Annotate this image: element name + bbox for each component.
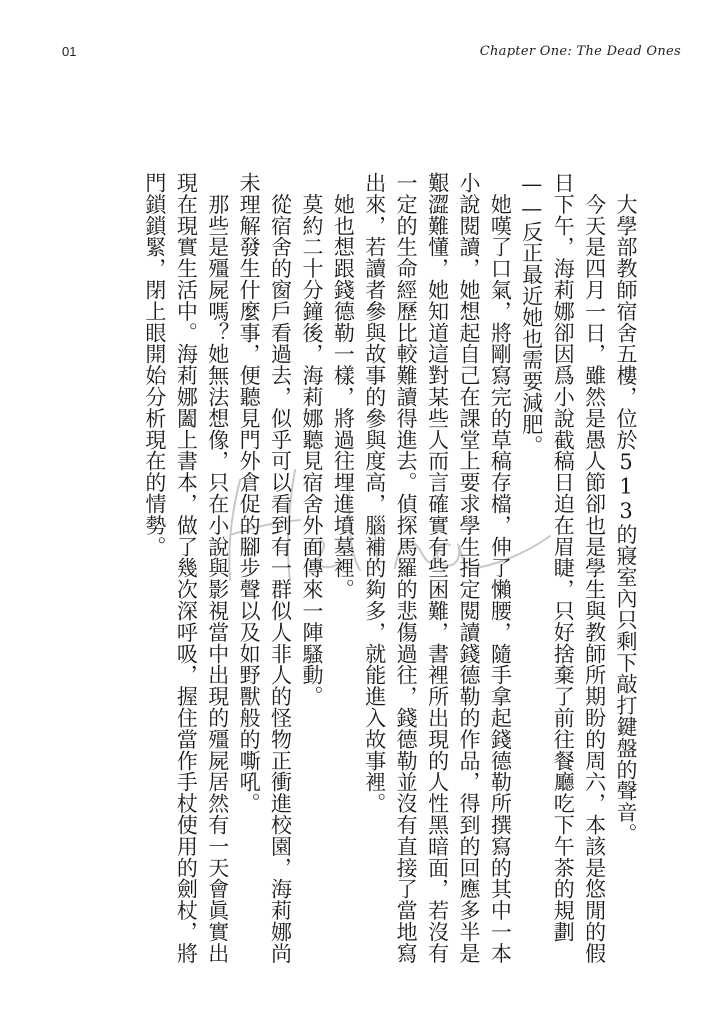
paragraph: 莫約二十分鐘後，海莉娜聽見宿舍外面傳來一陣騷動。 <box>299 172 324 707</box>
article-body <box>81 172 641 972</box>
chapter-title: Chapter One: The Dead Ones <box>479 44 681 59</box>
page-number: 01 <box>62 44 77 59</box>
paragraph: 她嘆了口氣，將剛寫完的草稿存檔，伸了懶腰，隨手拿起錢德勒所撰寫的其中一本小說閱讀，她想起自己在課堂上要求學生指定閱讀錢德勒的作品，得到的回應多半是艱澀難懂，她知道這對某些人而言確實有些困難，書裡所出現的人性黑暗面，若沒有一定的生命經歷比較難讀得進去。偵探馬羅的悲傷過往，錢德勒並沒有直接了當地寫出來，若讀者參與故事的參與度高，腦補的夠多，就能進入故事裡。 <box>362 172 513 964</box>
paragraph: 她也想跟錢德勒一樣，將過往埋進墳墓裡。 <box>331 172 356 600</box>
paragraph: 從宿舍的窗戶看過去，似乎可以看到有一群似人非人的怪物正衝進校園，海莉娜尚未理解發生什麼事，便聽見門外倉促的腳步聲以及如野獸般的嘶吼。 <box>237 172 293 964</box>
paragraph: 今天是四月一日，雖然是愚人節卻也是學生與教師所期盼的周六，本該是悠閒的假日下午，海莉娜卻因爲小說截稿日迫在眉睫，只好捨棄了前往餐廳吃下午茶的規劃——反正最近她也需要減肥。 <box>519 172 607 964</box>
paragraph: 那些是殭屍嗎？她無法想像，只在小說與影視當中出現的殭屍居然有一天會眞實出現在現實生活中。海莉娜闔上書本，做了幾次深呼吸，握住當作手杖使用的劍杖，將門鎖鎖緊，閉上眼開始分析現在的情勢。 <box>142 172 230 964</box>
paragraph: 大學部教師宿舍五樓，位於513的寢室內只剩下敲打鍵盤的聲音。 <box>614 172 638 845</box>
